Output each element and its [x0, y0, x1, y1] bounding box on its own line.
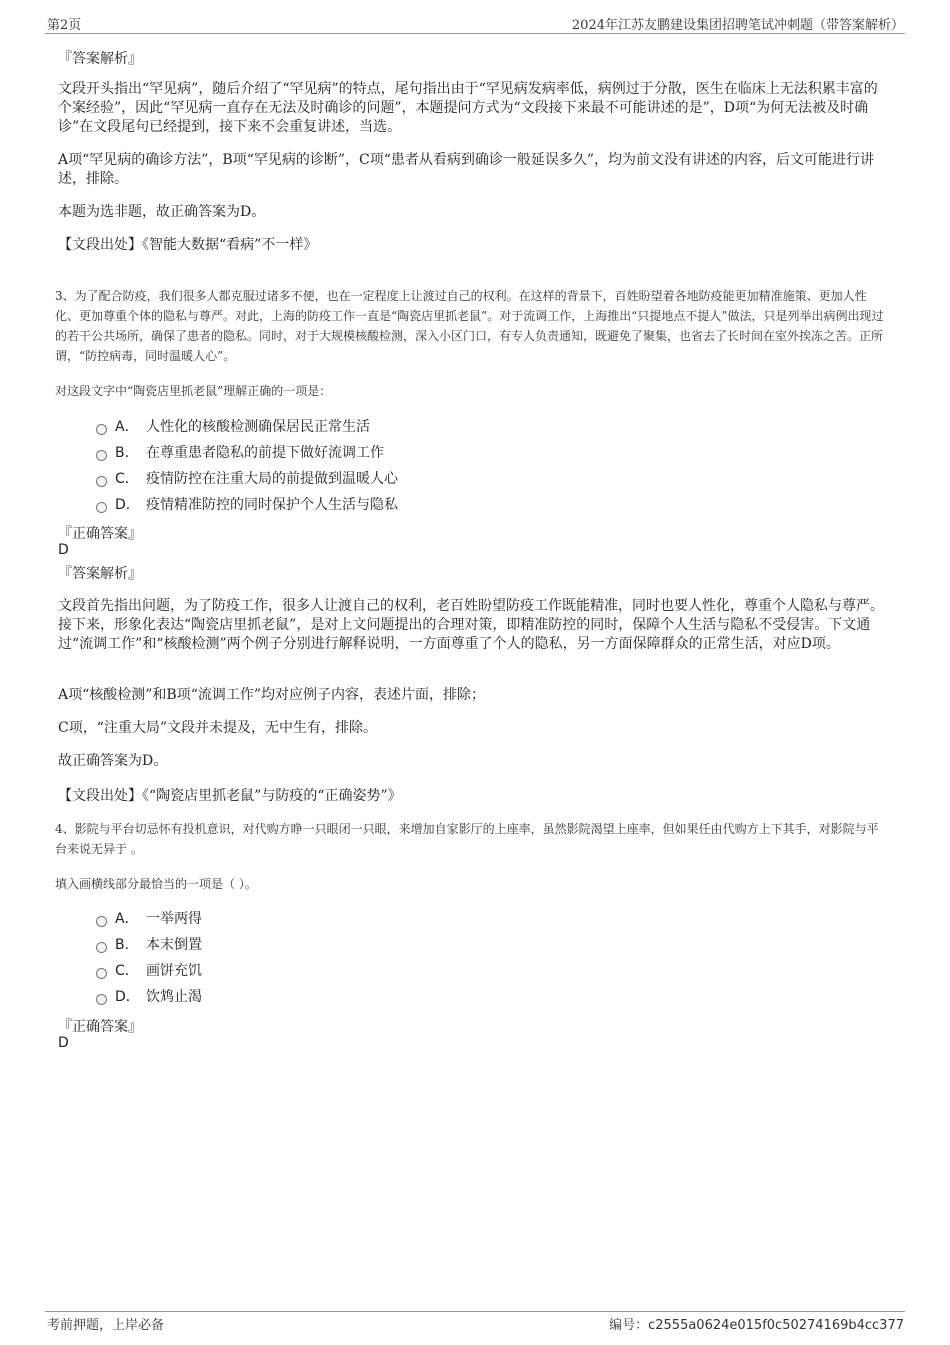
radio-button-icon[interactable]: [96, 942, 107, 953]
q3-stem: 3、为了配合防疫，我们很多人都克服过诸多不便，也在一定程度上让渡过自己的权利。在这样的背景下，百姓盼望着各地防疫能更加精准施策、更加人性化、更加尊重个体的隐私与尊严。对此，上海的防疫工作一直是“陶瓷店里抓老鼠”。对于流调工作，上海推出“只提地点不提人”做法，只是列举出病例出现过的若干公共场所，确保了患者的隐私。同时，对于大规模核酸检测，深入小区门口，有专人负责通知，既避免了聚集，也省去了长时间在室外挨冻之苦。正所谓，“防控病毒，同时温暖人心”。: [55, 289, 884, 363]
q4-option-c[interactable]: [96, 960, 202, 980]
option-text: 本末倒置: [146, 937, 202, 953]
option-text: 疫情精准防控的同时保护个人生活与隐私: [146, 497, 398, 513]
q3-option-b[interactable]: [96, 442, 384, 462]
document-code: [609, 1314, 904, 1333]
option-letter: A．: [115, 419, 139, 435]
radio-button-icon[interactable]: [96, 994, 107, 1005]
radio-button-icon[interactable]: [96, 476, 107, 487]
q3-analysis-paragraph-4: 故正确答案为D。: [58, 753, 168, 769]
option-letter: A．: [115, 911, 139, 927]
option-letter: B．: [115, 937, 139, 953]
q3-option-a[interactable]: [96, 416, 370, 436]
q2-analysis-paragraph-1: 文段开头指出“罕见病”，随后介绍了“罕见病”的特点，尾句指出由于“罕见病发病率低，病例过于分散，医生在临床上无法积累丰富的个案经验”，因此“罕见病一直存在无法及时确诊的问题”，本题提问方式为“文段接下来最不可能讲述的是”，D项“为何无法被及时确诊”在文段尾句已经提到，接下来不会重复讲述，当选。: [58, 81, 878, 135]
q2-analysis-paragraph-2: A项“罕见病的确诊方法”，B项“罕见病的诊断”，C项“患者从看病到确诊一般延误多久”，均为前文没有讲述的内容，后文可能进行讲述，排除。: [58, 152, 875, 187]
radio-button-icon[interactable]: [96, 424, 107, 435]
q4-question: 填入画横线部分最恰当的一项是（ ）。: [55, 877, 257, 891]
q2-analysis-label: 『答案解析』: [58, 51, 142, 67]
document-code-label: 编号：: [609, 1318, 649, 1333]
q3-source: 【文段出处】《“陶瓷店里抓老鼠”与防疫的“正确姿势”》: [58, 788, 402, 804]
option-letter: D．: [115, 989, 140, 1005]
option-text: 人性化的核酸检测确保居民正常生活: [146, 419, 370, 435]
q3-option-d[interactable]: [96, 494, 398, 514]
option-text: 饮鸩止渴: [146, 989, 202, 1005]
header-divider: [45, 33, 905, 34]
q4-option-b[interactable]: [96, 934, 202, 954]
option-letter: C．: [115, 471, 139, 487]
option-text: 画饼充饥: [146, 963, 202, 979]
q3-analysis-label: 『答案解析』: [58, 566, 142, 582]
q3-analysis-paragraph-1: 文段首先指出问题，为了防疫工作，很多人让渡自己的权利，老百姓盼望防疫工作既能精准，同时也要人性化，尊重个人隐私与尊严。接下来，形象化表达“陶瓷店里抓老鼠”，是对上文问题提出的合理对策，即精准防控的同时，保障个人生活与隐私不受侵害。下文通过“流调工作”和“核酸检测”两个例子分别进行解释说明，一方面尊重了个人的隐私，另一方面保障群众的正常生活，对应D项。: [58, 598, 884, 652]
footer-slogan: 考前押题，上岸必备: [47, 1318, 165, 1333]
q4-option-d[interactable]: [96, 986, 202, 1006]
q2-source: 【文段出处】《智能大数据“看病”不一样》: [58, 237, 318, 253]
option-text: 一举两得: [146, 911, 202, 927]
q4-stem: 4、影院与平台切忌怀有投机意识，对代购方睁一只眼闭一只眼，来增加自家影厅的上座率，虽然影院渴望上座率，但如果任由代购方上下其手，对影院与平台来说无异于 。: [55, 822, 879, 856]
page-number: 第2页: [47, 18, 82, 33]
q3-option-c[interactable]: [96, 468, 398, 488]
radio-button-icon[interactable]: [96, 502, 107, 513]
option-letter: C．: [115, 963, 139, 979]
q3-analysis-paragraph-2: A项“核酸检测”和B项“流调工作”均对应例子内容，表述片面，排除；: [58, 687, 486, 703]
footer-divider: [45, 1311, 905, 1312]
q3-analysis-paragraph-3: C项，“注重大局”文段并未提及，无中生有，排除。: [58, 720, 378, 736]
radio-button-icon[interactable]: [96, 916, 107, 927]
q2-analysis-paragraph-3: 本题为选非题，故正确答案为D。: [58, 204, 266, 220]
q4-answer: D: [58, 1035, 69, 1051]
q3-answer: D: [58, 542, 69, 558]
radio-button-icon[interactable]: [96, 450, 107, 461]
option-letter: B．: [115, 445, 139, 461]
document-title: 2024年江苏友鹏建设集团招聘笔试冲刺题（带答案解析）: [571, 18, 904, 33]
option-text: 在尊重患者隐私的前提下做好流调工作: [146, 445, 384, 461]
document-code-value: c2555a0624e015f0c50274169b4cc377: [648, 1318, 904, 1333]
q4-option-a[interactable]: [96, 908, 202, 928]
q3-answer-label: 『正确答案』: [58, 526, 142, 542]
q4-answer-label: 『正确答案』: [58, 1019, 142, 1035]
option-text: 疫情防控在注重大局的前提做到温暖人心: [146, 471, 398, 487]
option-letter: D．: [115, 497, 140, 513]
radio-button-icon[interactable]: [96, 968, 107, 979]
q3-question: 对这段文字中“陶瓷店里抓老鼠”理解正确的一项是：: [55, 384, 332, 398]
